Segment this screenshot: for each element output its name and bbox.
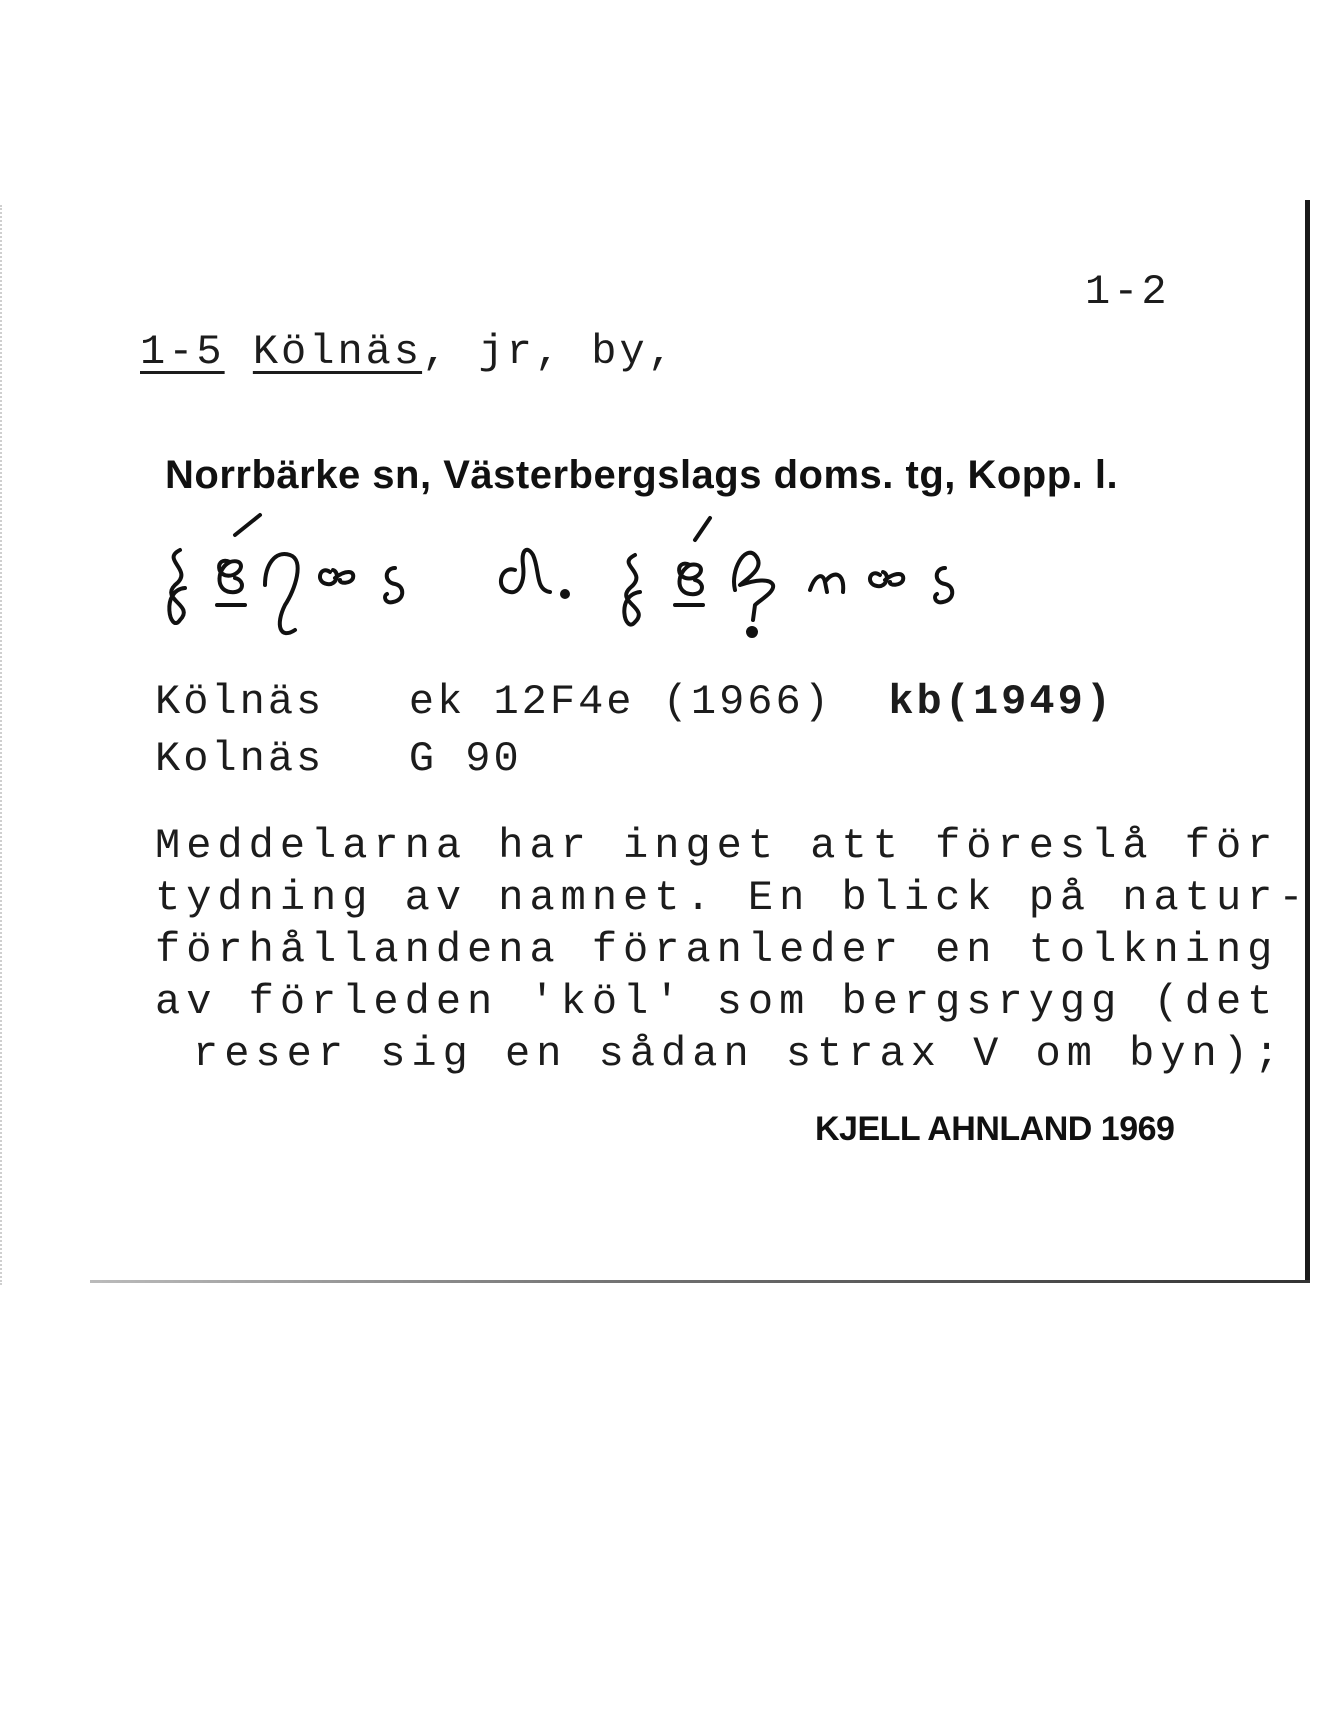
card-right-edge	[1305, 200, 1310, 1280]
form-name: Kolnäs	[155, 735, 325, 783]
card-left-edge	[0, 205, 24, 1285]
signature-stamp: KJELL AHNLAND 1969	[815, 1110, 1175, 1148]
form-row	[155, 678, 1114, 726]
parish-stamp: Norrbärke sn, Västerbergslags doms. tg, Kopp. l.	[165, 453, 1119, 497]
headword-id: 1-5	[140, 328, 225, 376]
form-extra: kb(1949)	[888, 678, 1114, 726]
comment-paragraph	[155, 820, 1310, 1080]
comment-line: av förleden 'köl' som bergsrygg (det	[155, 978, 1279, 1026]
comment-line: tydning av namnet. En blick på natur-	[155, 874, 1310, 922]
comment-line: Meddelarna har inget att föreslå för	[155, 822, 1279, 870]
form-source: G 90	[408, 735, 522, 783]
comment-line: förhållandena föranleder en tolkning	[155, 926, 1279, 974]
phonetic-handwriting	[155, 510, 1035, 670]
card-number: 1-2	[1085, 268, 1170, 316]
form-name: Kölnäs	[155, 678, 325, 726]
form-row	[155, 735, 522, 783]
card-bottom-edge	[90, 1280, 1310, 1283]
comment-line: reser sig en sådan strax V om byn);	[193, 1030, 1286, 1078]
form-source: ek 12F4e (1966)	[408, 678, 832, 726]
headword-line	[140, 328, 676, 376]
headword-name: Kölnäs	[252, 328, 423, 376]
headword-rest: , jr, by,	[422, 328, 676, 376]
